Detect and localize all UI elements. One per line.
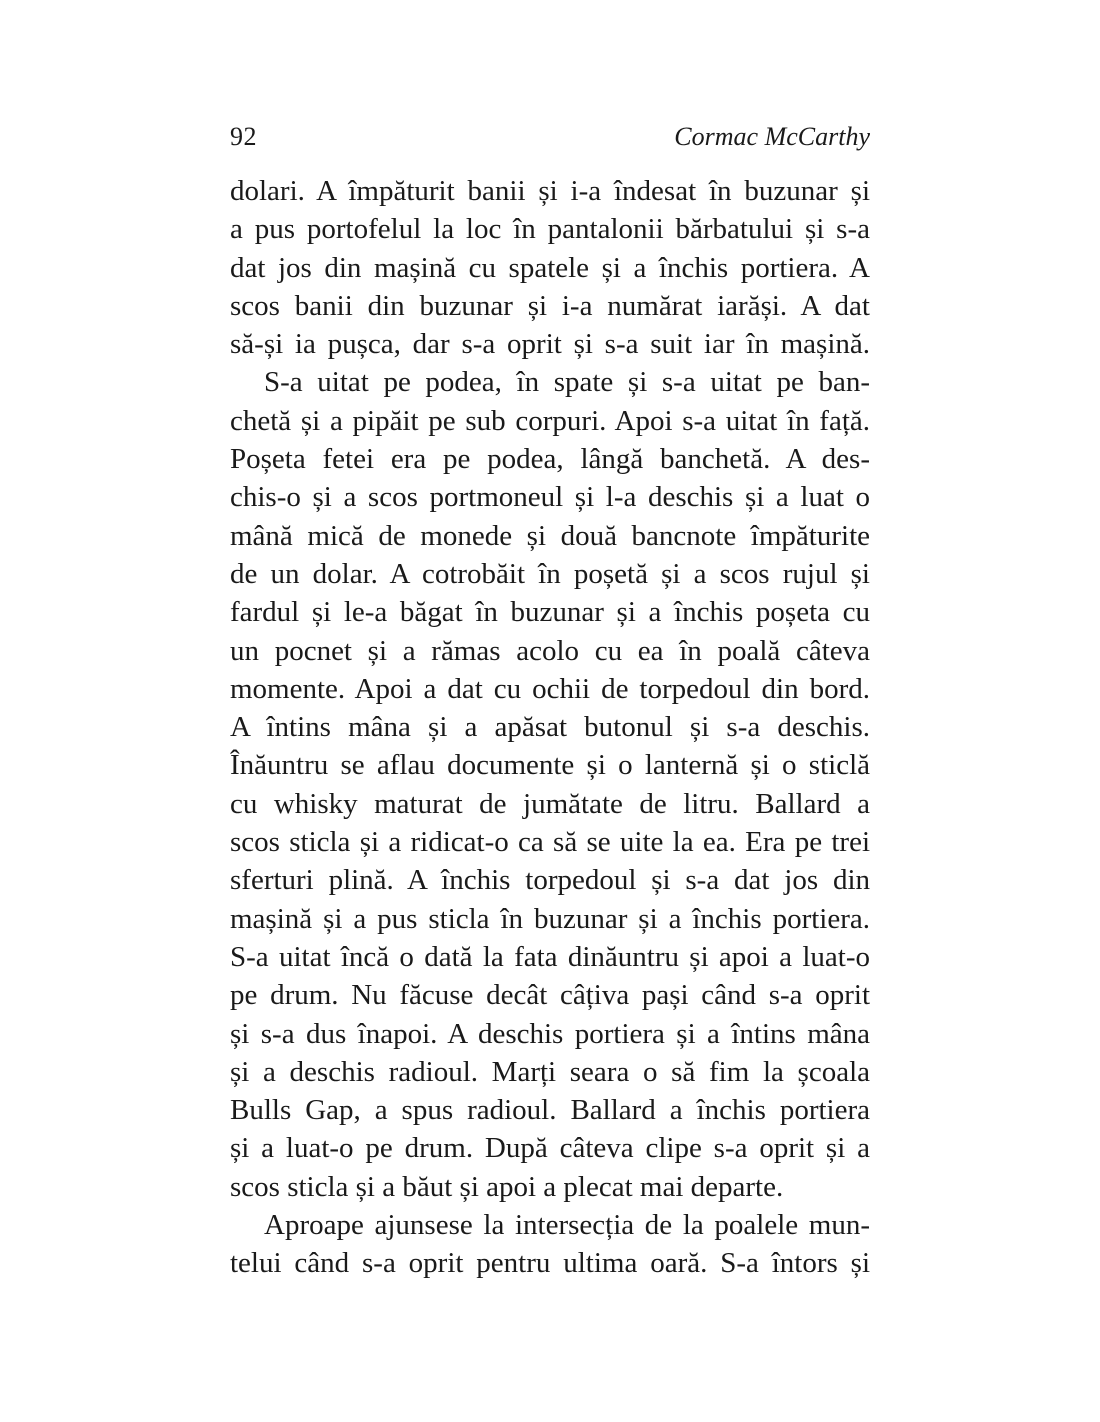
text-line: telui când s-a oprit pentru ultima oară. S-a întors și [230, 1247, 870, 1280]
text-line: Aproape ajunsese la intersecția de la poalele mun- [264, 1209, 870, 1242]
text-line: pe drum. Nu făcuse decât câțiva pași când s-a oprit [230, 979, 870, 1012]
text-line: Înăuntru se aflau documente și o lanternă și o sticlă [230, 749, 870, 782]
running-head-author: Cormac McCarthy [674, 122, 870, 151]
text-line: scos sticla și a ridicat-o ca să se uite la ea. Era pe trei [230, 826, 870, 859]
text-line: și a deschis radioul. Marți seara o să fim la școala [230, 1055, 870, 1088]
text-line: dat jos din mașină cu spatele și a închis portiera. A [230, 251, 870, 284]
text-line: Poșeta fetei era pe podea, lângă banchetă. A des- [230, 443, 870, 476]
text-line: fardul și le-a băgat în buzunar și a închis poșeta cu [230, 596, 870, 629]
text-line: de un dolar. A cotrobăit în poșetă și a scos rujul și [230, 557, 870, 590]
text-line: sferturi plină. A închis torpedoul și s-a dat jos din [230, 864, 870, 897]
text-line: a pus portofelul la loc în pantalonii bărbatului și s-a [230, 213, 870, 246]
text-line: dolari. A împăturit banii și i-a îndesat în buzunar și [230, 175, 870, 207]
text-line: Bulls Gap, a spus radioul. Ballard a închis portiera [230, 1094, 870, 1127]
text-line: și s-a dus înapoi. A deschis portiera și a întins mâna [230, 1017, 870, 1050]
text-line: chis-o și a scos portmoneul și l-a deschis și a luat o [230, 481, 870, 514]
text-line: un pocnet și a rămas acolo cu ea în poală câteva [230, 634, 870, 667]
text-line: A întins mâna și a apăsat butonul și s-a deschis. [230, 711, 870, 744]
text-line: S-a uitat încă o dată la fata dinăuntru și apoi a luat-o [230, 940, 870, 973]
text-line: și a luat-o pe drum. După câteva clipe s-a oprit și a [230, 1132, 870, 1165]
page-body [230, 172, 870, 1283]
text-line: scos sticla și a băut și apoi a plecat mai departe. [230, 1170, 784, 1203]
text-line: chetă și a pipăit pe sub corpuri. Apoi s-a uitat în față. [230, 404, 870, 437]
running-header [230, 122, 870, 152]
text-line: scos banii din buzunar și i-a numărat iarăși. A dat [230, 289, 870, 322]
text-line: mașină și a pus sticla în buzunar și a închis portiera. [230, 902, 870, 935]
page-number: 92 [230, 122, 257, 151]
text-line: S-a uitat pe podea, în spate și s-a uitat pe ban- [264, 366, 870, 399]
text-line: să-și ia pușca, dar s-a oprit și s-a suit iar în mașină. [230, 328, 870, 361]
text-line: mână mică de monede și două bancnote împăturite [230, 519, 870, 552]
text-line: cu whisky maturat de jumătate de litru. Ballard a [230, 787, 870, 820]
text-line: momente. Apoi a dat cu ochii de torpedoul din bord. [230, 672, 870, 705]
